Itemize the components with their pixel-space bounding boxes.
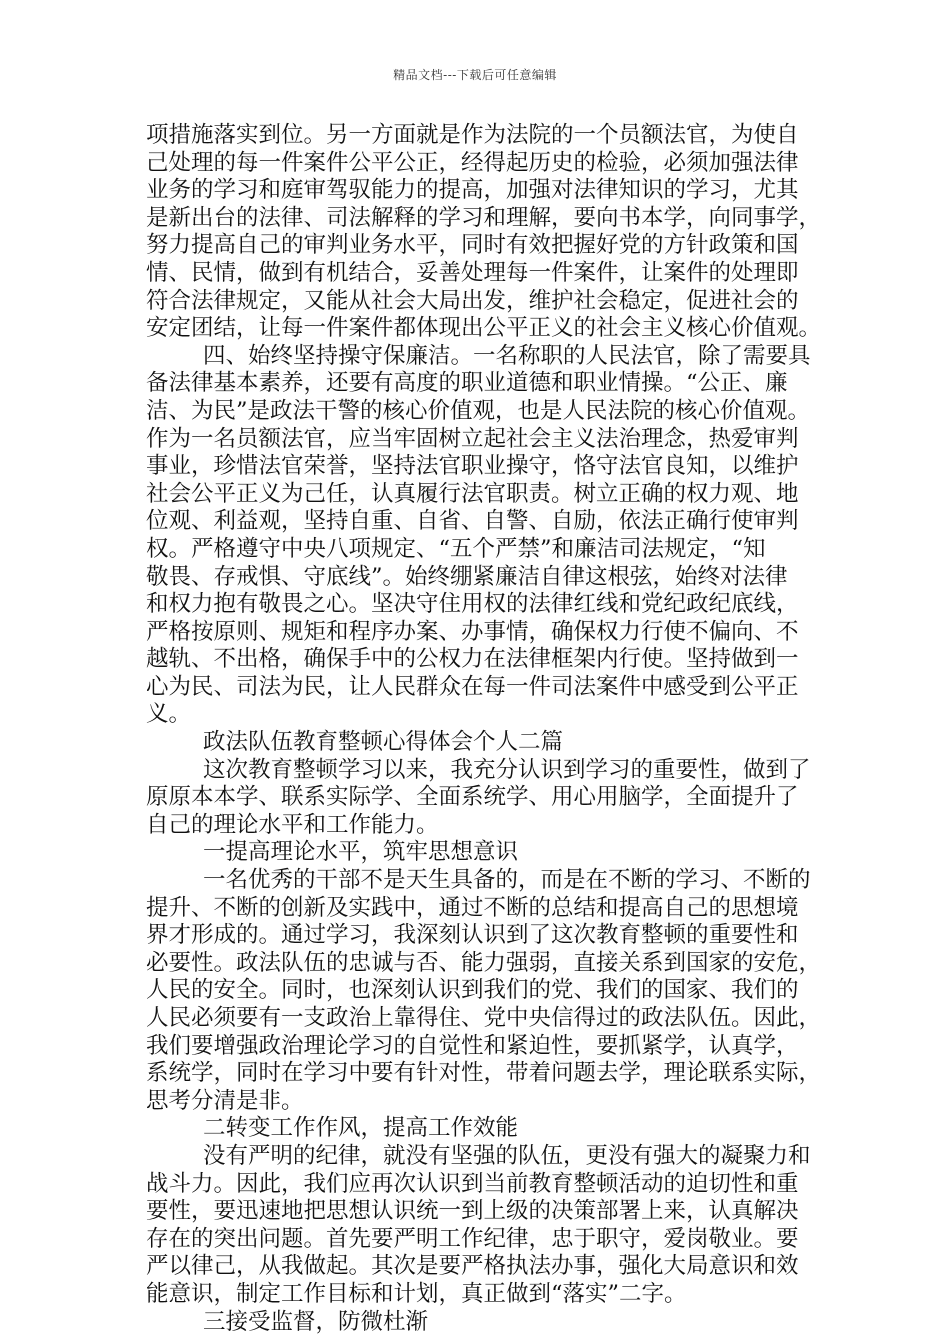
text-line: 是新出台的法律、司法解释的学习和理解，要向书本学，向同事学， [146, 204, 822, 231]
text-line: 一提高理论水平，筑牢思想意识 [203, 839, 519, 866]
text-line: 没有严明的纪律，就没有坚强的队伍，更没有强大的凝聚力和 [203, 1142, 811, 1169]
document-body [146, 122, 822, 1336]
page-header: 精品文档---下载后可任意编辑 [393, 68, 557, 82]
text-line: 己处理的每一件案件公平公正，经得起历史的检验，必须加强法律 [146, 149, 799, 176]
text-line: 和权力抱有敬畏之心。坚决守住用权的法律红线和党纪政纪底线， [146, 591, 799, 618]
text-line: 一名优秀的干部不是天生具备的，而是在不断的学习、不断的 [203, 867, 811, 894]
text-line: 业务的学习和庭审驾驭能力的提高，加强对法律知识的学习，尤其 [146, 177, 799, 204]
text-line: 要性，要迅速地把思想认识统一到上级的决策部署上来，认真解决 [146, 1198, 799, 1225]
text-line: 社会公平正义为己任，认真履行法官职责。树立正确的权力观、地 [146, 480, 799, 507]
text-line: 三接受监督，防微杜渐 [203, 1308, 429, 1335]
text-line: 严以律己，从我做起。其次是要严格执法办事，强化大局意识和效 [146, 1253, 799, 1280]
text-line: 存在的突出问题。首先要严明工作纪律，忠于职守，爱岗敬业。要 [146, 1225, 799, 1252]
text-line: 人民的安全。同时，也深刻认识到我们的党、我们的国家、我们的 [146, 977, 799, 1004]
text-line: 界才形成的。通过学习，我深刻认识到了这次教育整顿的重要性和 [146, 922, 799, 949]
text-line: 这次教育整顿学习以来，我充分认识到学习的重要性，做到了 [203, 756, 811, 783]
text-line: 心为民、司法为民，让人民群众在每一件司法案件中感受到公平正 [146, 673, 799, 700]
text-line: 战斗力。因此，我们应再次认识到当前教育整顿活动的迫切性和重 [146, 1170, 799, 1197]
text-line: 权。严格遵守中央八项规定、“五个严禁”和廉洁司法规定，“知 [146, 535, 766, 562]
text-line: 情、民情，做到有机结合，妥善处理每一件案件，让案件的处理即 [146, 259, 799, 286]
text-line: 原原本本学、联系实际学、全面系统学、用心用脑学，全面提升了 [146, 784, 799, 811]
text-line: 二转变工作作风，提高工作效能 [203, 1115, 519, 1142]
text-line: 自己的理论水平和工作能力。 [146, 811, 439, 838]
text-line: 备法律基本素养，还要有高度的职业道德和职业情操。“公正、廉 [146, 370, 788, 397]
text-line: 越轨、不出格，确保手中的公权力在法律框架内行使。坚持做到一 [146, 646, 799, 673]
text-line: 四、始终坚持操守保廉洁。一名称职的人民法官，除了需要具 [203, 342, 811, 369]
text-line: 洁、为民”是政法干警的核心价值观，也是人民法院的核心价值观。 [146, 397, 811, 424]
text-line: 系统学，同时在学习中要有针对性，带着问题去学，理论联系实际， [146, 1060, 822, 1087]
text-line: 义。 [146, 701, 192, 728]
text-line: 必要性。政法队伍的忠诚与否、能力强弱，直接关系到国家的安危， [146, 949, 822, 976]
text-line: 安定团结，让每一件案件都体现出公平正义的社会主义核心价值观。 [146, 315, 822, 342]
text-line: 政法队伍教育整顿心得体会个人二篇 [203, 729, 564, 756]
text-line: 人民必须要有一支政治上靠得住、党中央信得过的政法队伍。因此， [146, 1005, 822, 1031]
text-line: 敬畏、存戒惧、守底线”。始终绷紧廉洁自律这根弦，始终对法律 [146, 563, 788, 590]
text-line: 我们要增强政治理论学习的自觉性和紧迫性，要抓紧学，认真学， [146, 1032, 799, 1059]
text-line: 思考分清是非。 [146, 1087, 304, 1114]
text-line: 作为一名员额法官，应当牢固树立起社会主义法治理念，热爱审判 [146, 425, 799, 452]
text-line: 严格按原则、规矩和程序办案、办事情，确保权力行使不偏向、不 [146, 618, 799, 645]
text-line: 能意识，制定工作目标和计划，真正做到“落实”二字。 [146, 1280, 687, 1307]
text-line: 项措施落实到位。另一方面就是作为法院的一个员额法官，为使自 [146, 122, 799, 148]
text-line: 事业，珍惜法官荣誉，坚持法官职业操守，恪守法官良知，以维护 [146, 453, 799, 480]
text-line: 位观、利益观，坚持自重、自省、自警、自励，依法正确行使审判 [146, 508, 799, 535]
text-line: 提升、不断的创新及实践中，通过不断的总结和提高自己的思想境 [146, 894, 799, 921]
text-line: 努力提高自己的审判业务水平，同时有效把握好党的方针政策和国 [146, 232, 799, 259]
text-line: 符合法律规定，又能从社会大局出发，维护社会稳定，促进社会的 [146, 287, 799, 314]
